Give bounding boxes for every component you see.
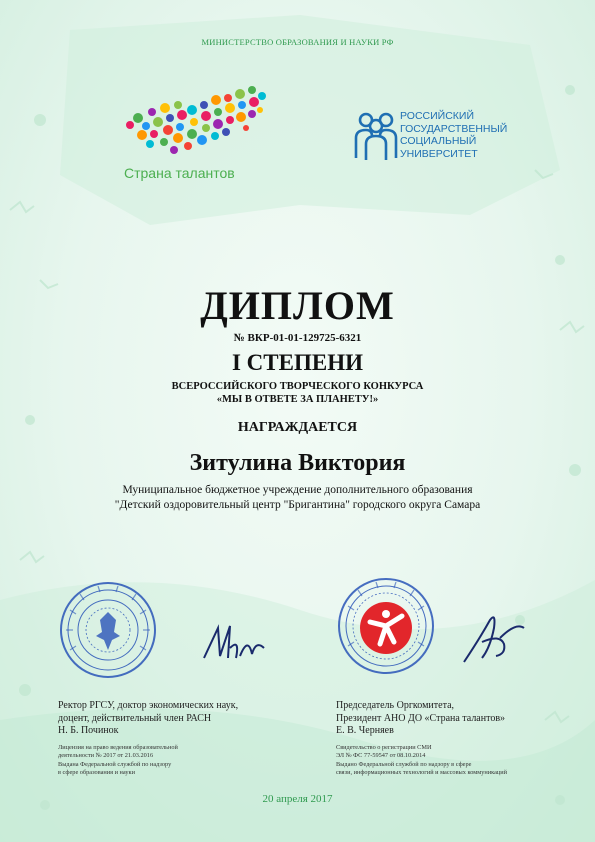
rgsu-name — [400, 110, 507, 160]
rector-signature — [200, 618, 270, 666]
rgsu-seal — [58, 580, 158, 680]
recipient-name: Зитулина Виктория — [189, 450, 406, 476]
chairman-position-line-1: Председатель Оргкомитета, — [336, 700, 455, 711]
chairman-signatory — [336, 700, 505, 738]
diploma-title: ДИПЛОМ — [200, 283, 395, 328]
cert-line-4: связи, информационных технологий и массовых коммуникаций — [336, 769, 507, 777]
rector-name: Н. Б. Починок — [58, 725, 119, 736]
media-registration-info — [336, 744, 507, 778]
cert-line-3: Выдано Федеральной службой по надзору в сфере — [336, 760, 472, 768]
license-info — [58, 744, 178, 778]
rector-signatory — [58, 700, 238, 738]
org-line-1: Муниципальное бюджетное учреждение дополнительного образования — [122, 484, 473, 496]
license-line-3: Выдана Федеральной службой по надзору — [58, 760, 172, 768]
awarded-label: НАГРАЖДАЕТСЯ — [237, 420, 358, 435]
diploma-degree: I СТЕПЕНИ — [231, 350, 363, 375]
recipient-organization — [0, 483, 595, 513]
chairman-position-line-2: Президент АНО ДО «Страна талантов» — [336, 712, 506, 724]
rgsu-name-line: УНИВЕРСИТЕТ — [400, 147, 478, 160]
ministry-header: МИНИСТЕРСТВО ОБРАЗОВАНИЯ И НАУКИ РФ — [201, 37, 394, 47]
chairman-signature — [460, 608, 530, 668]
license-line-2: деятельности № 2017 от 21.03.2016 — [58, 752, 154, 760]
license-line-4: в сфере образования и науки — [58, 769, 135, 777]
contest-line-1: ВСЕРОССИЙСКОГО ТВОРЧЕСКОГО КОНКУРСА — [171, 381, 424, 392]
strana-talantov-seal — [336, 576, 436, 676]
license-line-1: Лицензия на право ведения образовательной — [58, 744, 178, 751]
strana-talantov-text: Страна талантов — [124, 165, 235, 181]
cert-line-2: ЭЛ № ФС 77-59547 от 08.10.2014 — [336, 752, 426, 760]
diploma-number: № ВКР-01-01-129725-6321 — [233, 332, 362, 344]
issue-date: 20 апреля 2017 — [262, 793, 333, 805]
rgsu-name-line: СОЦИАЛЬНЫЙ — [400, 135, 477, 147]
rector-position-line-2: доцент, действительный член РАСН — [58, 712, 212, 724]
org-line-2: "Детский оздоровительный центр "Бригантина" городского округа Самара — [114, 499, 481, 511]
contest-line-2: «МЫ В ОТВЕТЕ ЗА ПЛАНЕТУ!» — [216, 394, 379, 405]
chairman-name: Е. В. Черняев — [336, 725, 394, 736]
cert-line-1: Свидетельство о регистрации СМИ — [336, 744, 432, 751]
rgsu-name-line: РОССИЙСКИЙ — [400, 110, 474, 122]
rgsu-logo-icon — [352, 108, 400, 164]
contest-name — [0, 380, 595, 406]
rgsu-name-line: ГОСУДАРСТВЕННЫЙ — [400, 122, 508, 135]
rector-position-line-1: Ректор РГСУ, доктор экономических наук, — [58, 700, 239, 711]
